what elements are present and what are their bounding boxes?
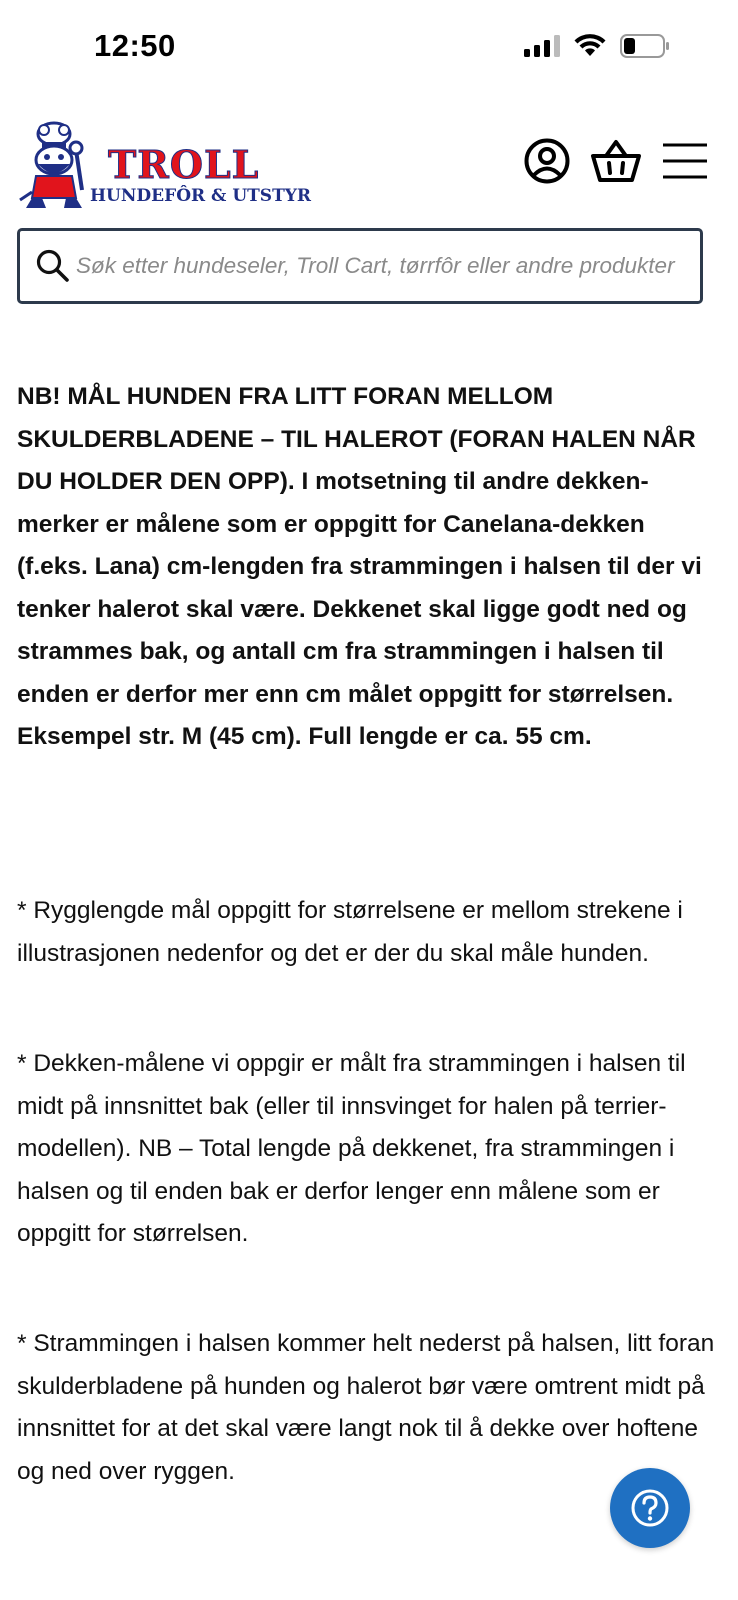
description-paragraph-1 [17, 890, 717, 975]
question-icon [630, 1488, 670, 1528]
troll-logo[interactable] [16, 120, 311, 215]
cart-button[interactable] [590, 138, 642, 184]
logo-subtitle: HUNDEFÔR & UTSTYR [90, 186, 311, 206]
description-paragraph-2 [17, 1043, 717, 1256]
header-actions [524, 138, 708, 184]
battery-icon [620, 34, 670, 58]
paragraph-text: * Rygglengde mål oppgitt for størrelsene er mellom strekene i illustrasjonen nedenfor og det er der du skal måle hunden. [17, 897, 683, 967]
measurement-note: NB! MÅL HUNDEN FRA LITT FORAN MELLOM SKULDERBLADENE – TIL HALEROT (FORAN HALEN NÅR DU HOLDER DEN OPP). I motsetning til andre dekken-merker er målene som er oppgitt for Canelana-dekken (f.eks. Lana) cm-lengden fra strammingen i halsen til der vi tenker halerot skal være. Dekkenet skal ligge godt ned og strammes bak, og antall cm fra strammingen i halsen til enden er derfor mer enn cm målet oppgitt for størrelsen. Eksempel str. M (45 cm). Full lengde er ca. 55 cm. [17, 383, 702, 750]
search-input[interactable] [74, 252, 700, 280]
wifi-icon [574, 34, 606, 58]
account-icon [524, 138, 570, 184]
account-button[interactable] [524, 138, 570, 184]
search-bar [17, 228, 703, 304]
description-paragraph-3 [17, 1323, 717, 1493]
product-description [17, 376, 717, 759]
search-icon [36, 249, 70, 283]
logo-title: TROLL [108, 142, 260, 187]
troll-chef-mascot-icon [16, 120, 96, 212]
help-button[interactable] [610, 1468, 690, 1548]
status-bar [0, 0, 738, 100]
menu-button[interactable] [662, 141, 708, 181]
status-time: 12:50 [94, 28, 176, 63]
paragraph-text: * Dekken-målene vi oppgir er målt fra strammingen i halsen til midt på innsnittet bak (eller til innsvinget for halen på terrier-modellen). NB – Total lengde på dekkenet, fra strammingen i halsen og til enden bak er derfor lenger enn målene som er oppgitt for størrelsen. [17, 1050, 686, 1247]
status-icons [524, 34, 670, 58]
paragraph-text: * Strammingen i halsen kommer helt nederst på halsen, litt foran skulderbladene på hunden og halerot bør være omtrent midt på innsnittet for at det skal være langt nok til å dekke over hoftene og ned over ryggen. [17, 1330, 715, 1485]
cellular-signal-icon [524, 35, 560, 57]
basket-icon [590, 138, 642, 184]
site-header [0, 110, 738, 220]
menu-icon [662, 141, 708, 181]
